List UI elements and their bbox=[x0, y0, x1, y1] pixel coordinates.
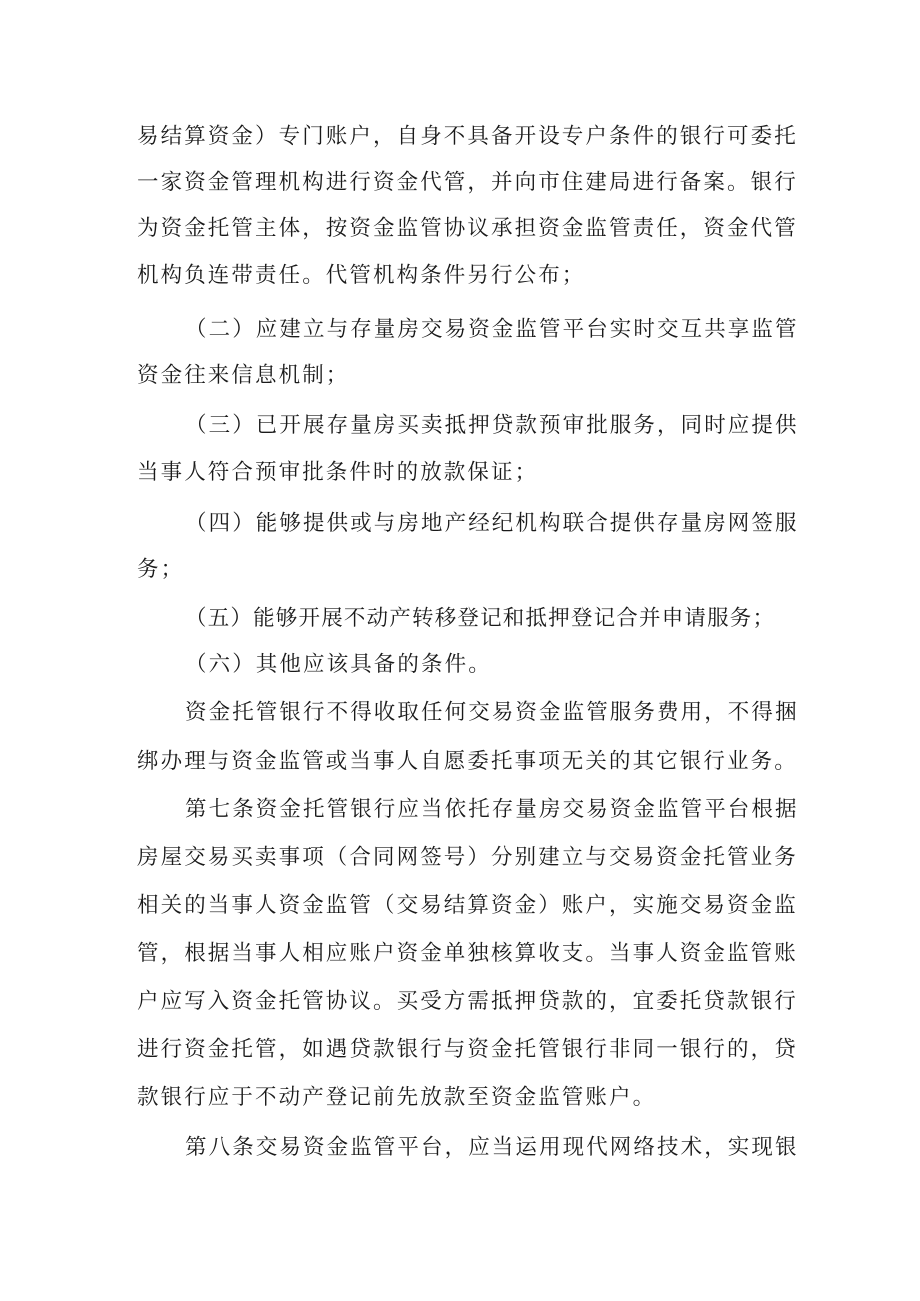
text-line: （五）能够开展不动产转移登记和抵押登记合并申请服务； bbox=[185, 606, 776, 631]
text-line: 第八条交易资金监管平台，应当运用现代网络技术，实现银 bbox=[185, 1135, 799, 1160]
text-line: 房屋交易买卖事项（合同网签号）分别建立与交易资金托管业务 bbox=[137, 845, 798, 870]
text-line: 为资金托管主体，按资金监管协议承担资金监管责任，资金代管 bbox=[137, 216, 798, 241]
text-line: 资金托管银行不得收取任何交易资金监管服务费用，不得捆 bbox=[185, 700, 799, 725]
text-line: 户应写入资金托管协议。买受方需抵押贷款的，宜委托贷款银行 bbox=[137, 989, 798, 1014]
text-line: 绑办理与资金监管或当事人自愿委托事项无关的其它银行业务。 bbox=[137, 749, 798, 774]
text-line: 进行资金托管，如遇贷款银行与资金托管银行非同一银行的，贷 bbox=[137, 1037, 798, 1062]
text-line: （三）已开展存量房买卖抵押贷款预审批服务，同时应提供 bbox=[185, 413, 799, 438]
text-line: 机构负连带责任。代管机构条件另行公布； bbox=[137, 263, 586, 288]
text-line: 当事人符合预审批条件时的放款保证； bbox=[137, 460, 539, 485]
text-line: （二）应建立与存量房交易资金监管平台实时交互共享监管 bbox=[185, 317, 799, 342]
text-line: 款银行应于不动产登记前先放款至资金监管账户。 bbox=[137, 1085, 657, 1110]
text-line: 资金往来信息机制； bbox=[137, 363, 350, 388]
text-line: 务； bbox=[137, 557, 185, 582]
text-line: （四）能够提供或与房地产经纪机构联合提供存量房网签服 bbox=[185, 511, 799, 536]
text-line: 一家资金管理机构进行资金代管，并向市住建局进行备案。银行 bbox=[137, 170, 798, 195]
text-line: 管，根据当事人相应账户资金单独核算收支。当事人资金监管账 bbox=[137, 941, 798, 966]
text-line: 相关的当事人资金监管（交易结算资金）账户，实施交易资金监 bbox=[137, 893, 798, 918]
text-line: （六）其他应该具备的条件。 bbox=[185, 652, 492, 677]
text-line: 第七条资金托管银行应当依托存量房交易资金监管平台根据 bbox=[185, 797, 799, 822]
text-line: 易结算资金）专门账户，自身不具备开设专户条件的银行可委托 bbox=[137, 124, 798, 149]
